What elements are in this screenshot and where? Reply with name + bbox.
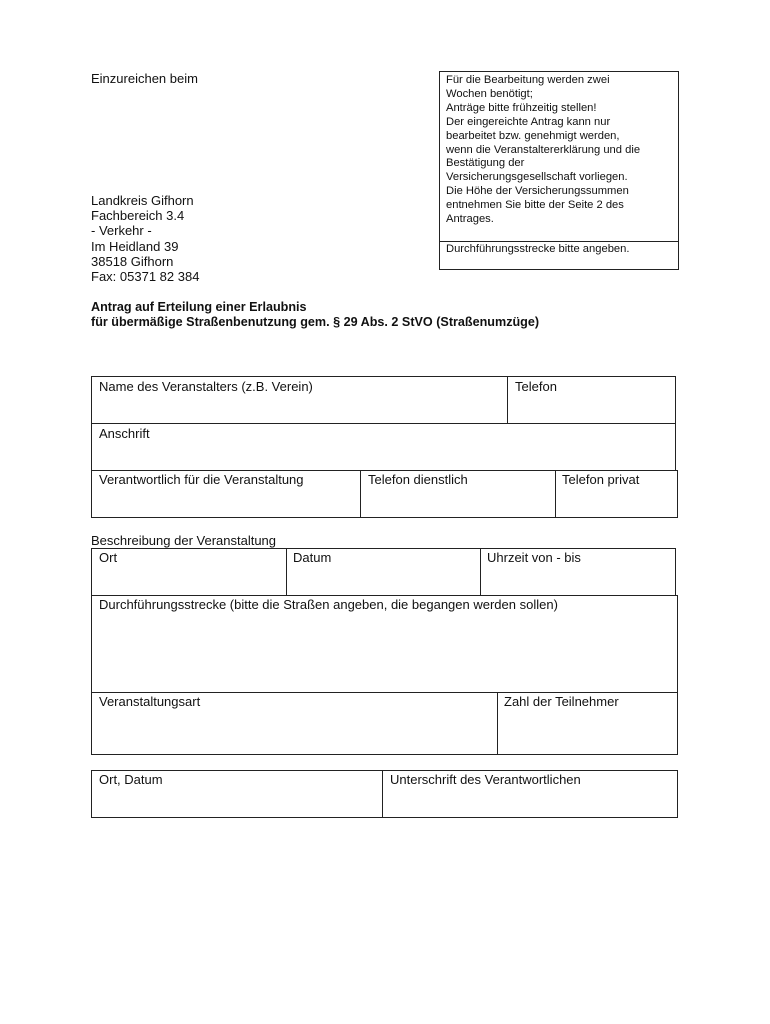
authority-address [91, 193, 199, 284]
signature-row [91, 770, 678, 818]
participant-count-field[interactable]: Zahl der Teilnehmer [504, 694, 619, 709]
route-field[interactable]: Durchführungsstrecke (bitte die Straßen angeben, die begangen werden sollen) [99, 597, 558, 612]
notice-line: Für die Bearbeitung werden zwei [446, 74, 610, 86]
event-section-heading: Beschreibung der Veranstaltung [91, 533, 277, 548]
column-divider [286, 548, 287, 596]
event-place-field[interactable]: Ort [99, 550, 118, 565]
address-line: Fachbereich 3.4 [91, 208, 185, 224]
responsible-person-field[interactable]: Verantwortlich für die Veranstaltung [99, 472, 304, 487]
form-title [91, 300, 539, 330]
column-divider [507, 376, 508, 424]
column-divider [555, 470, 556, 518]
organizer-phone-field[interactable]: Telefon [515, 379, 557, 394]
address-line: Im Heidland 39 [91, 238, 179, 254]
notice-line: Anträge bitte frühzeitig stellen! [446, 101, 597, 114]
event-time-field[interactable]: Uhrzeit von - bis [487, 550, 581, 565]
phone-work-field[interactable]: Telefon dienstlich [368, 472, 468, 487]
column-divider [497, 692, 498, 755]
submit-to-label: Einzureichen beim [91, 71, 198, 86]
notice-line: wenn die Veranstaltererklärung und die [446, 143, 641, 156]
notice-line: Versicherungsgesellschaft vorliegen. [446, 171, 628, 184]
address-line: - Verkehr - [91, 223, 152, 239]
address-line: 38518 Gifhorn [91, 253, 174, 269]
event-type-field[interactable]: Veranstaltungsart [99, 694, 201, 709]
processing-notice-box [439, 71, 679, 270]
route-hint: Durchführungsstrecke bitte angeben. [440, 241, 678, 256]
notice-line: bearbeitet bzw. genehmigt werden, [446, 129, 620, 142]
event-datetime-row [91, 548, 676, 596]
organizer-address-row [91, 423, 676, 471]
notice-line: Bestätigung der [446, 157, 525, 170]
notice-line: entnehmen Sie bitte der Seite 2 des [446, 199, 624, 212]
address-line: Fax: 05371 82 384 [91, 269, 200, 285]
phone-private-field[interactable]: Telefon privat [562, 472, 640, 487]
signature-field[interactable]: Unterschrift des Verantwortlichen [390, 772, 581, 787]
notice-line: Wochen benötigt; [446, 87, 533, 100]
processing-notice [440, 72, 678, 241]
notice-line: Der eingereichte Antrag kann nur [446, 115, 611, 128]
address-line: Landkreis Gifhorn [91, 193, 194, 208]
notice-line: Die Höhe der Versicherungssummen [446, 185, 629, 198]
organizer-address-field[interactable]: Anschrift [99, 426, 150, 441]
column-divider [360, 470, 361, 518]
column-divider [382, 770, 383, 818]
form-title-line-1: Antrag auf Erteilung einer Erlaubnis [91, 300, 307, 314]
form-title-line-2: für übermäßige Straßenbenutzung gem. § 29 Abs. 2 StVO (Straßenumzüge) [91, 315, 540, 329]
place-date-field[interactable]: Ort, Datum [99, 772, 163, 787]
column-divider [480, 548, 481, 596]
organizer-name-field[interactable]: Name des Veranstalters (z.B. Verein) [99, 379, 313, 394]
event-date-field[interactable]: Datum [293, 550, 332, 565]
notice-line: Antrages. [446, 213, 494, 226]
